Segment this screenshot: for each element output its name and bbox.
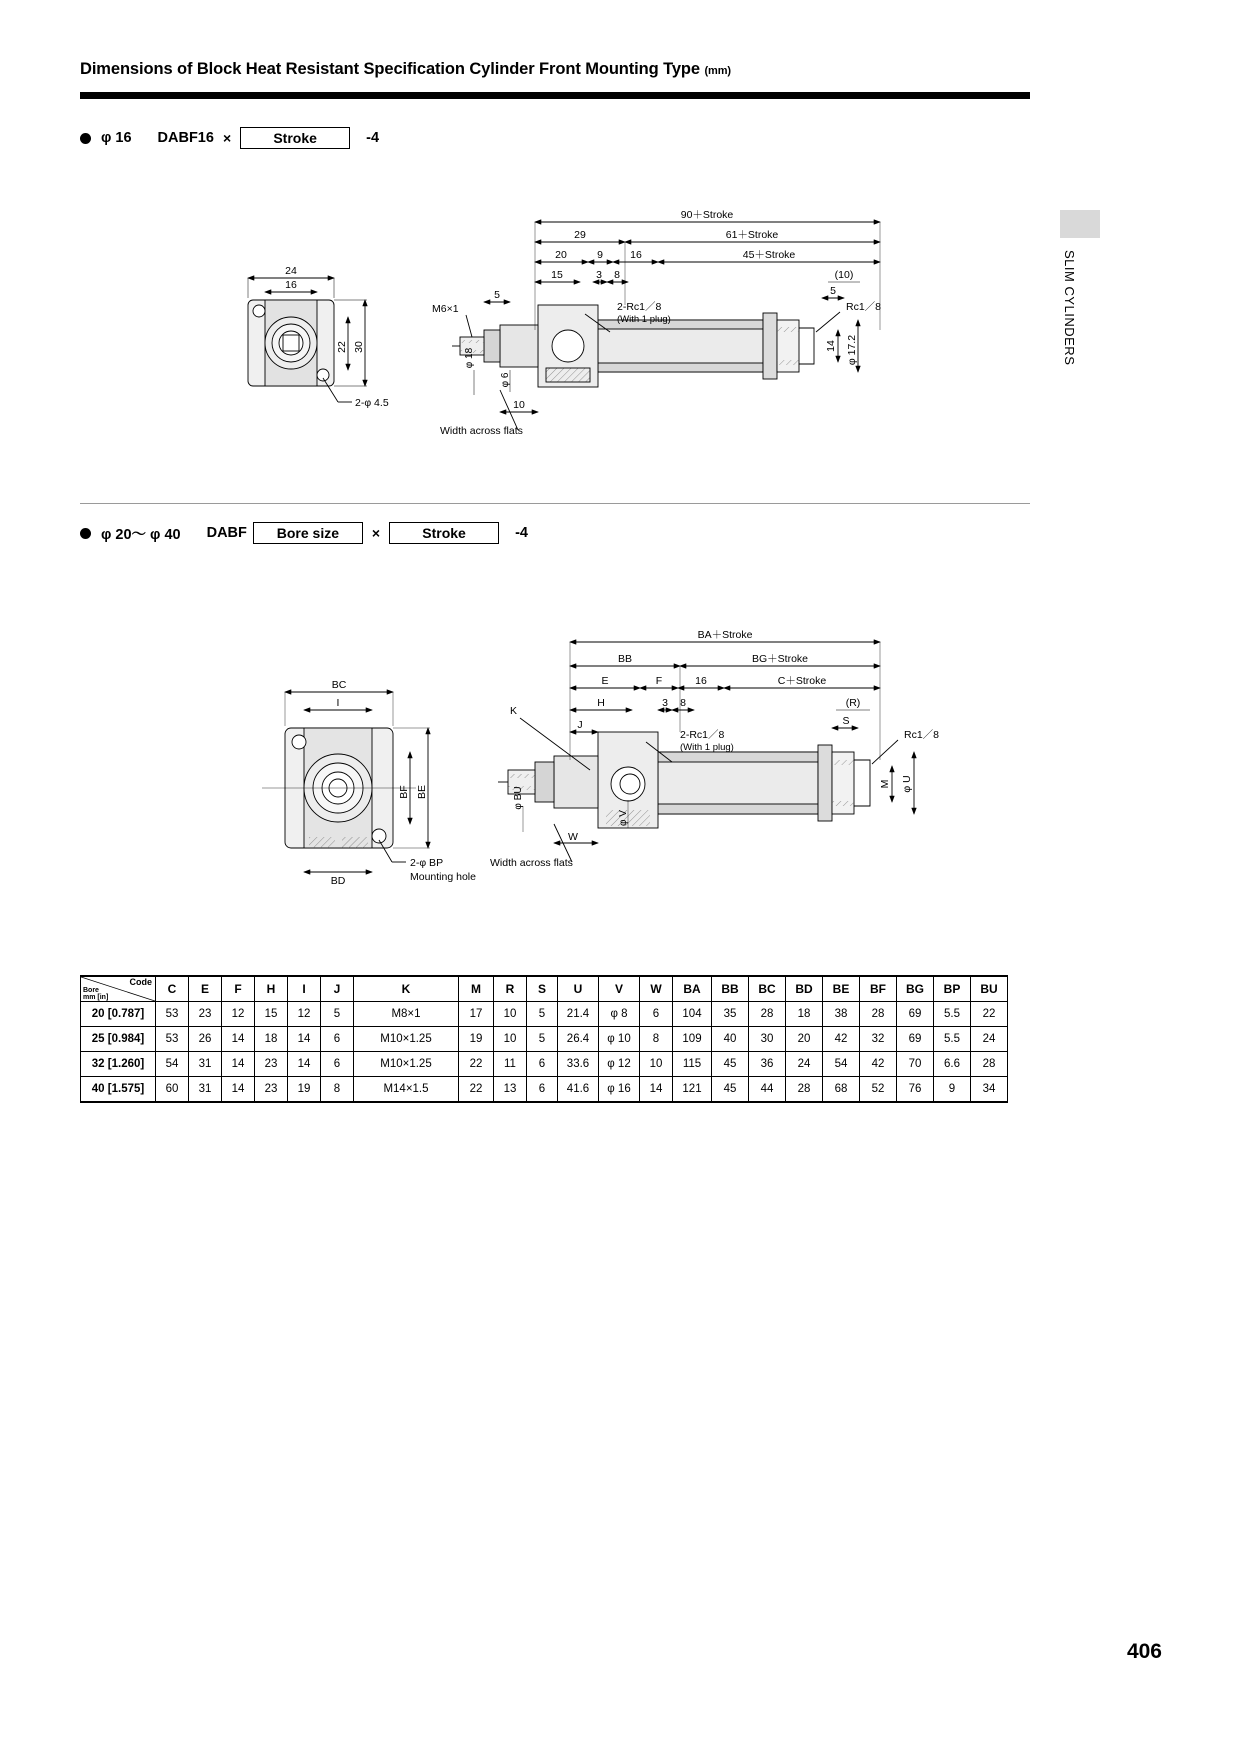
port-right: Rc1／8: [846, 301, 882, 313]
cell-K: M10×1.25: [354, 1027, 459, 1052]
cell-C: 54: [156, 1052, 189, 1077]
col-BA: BA: [673, 976, 712, 1002]
hole-note-mounting: Mounting hole: [410, 871, 476, 883]
cell-S: 5: [527, 1002, 558, 1027]
port-note: 2-Rc1／8: [617, 301, 662, 313]
cell-BP: 5.5: [934, 1002, 971, 1027]
dim-8: 8: [614, 269, 620, 281]
cell-BB: 45: [712, 1052, 749, 1077]
dim-8-s2: 8: [680, 697, 686, 709]
col-R: R: [494, 976, 527, 1002]
dim-16b: 16: [630, 249, 642, 261]
cell-C: 60: [156, 1077, 189, 1103]
col-BD: BD: [786, 976, 823, 1002]
cell-H: 15: [255, 1002, 288, 1027]
row-bore: 20 [0.787]: [81, 1002, 156, 1027]
section2-bore-label: φ 20～ φ 40: [101, 526, 181, 543]
table-row: [81, 1002, 1008, 1027]
dim-3: 3: [596, 269, 602, 281]
section1-drawing: [80, 180, 1030, 460]
col-E: E: [189, 976, 222, 1002]
col-J: J: [321, 976, 354, 1002]
cell-R: 11: [494, 1052, 527, 1077]
cell-BC: 30: [749, 1027, 786, 1052]
cell-J: 8: [321, 1077, 354, 1103]
col-BC: BC: [749, 976, 786, 1002]
cell-BA: 121: [673, 1077, 712, 1103]
dim-14: 14: [825, 340, 837, 352]
corner-label-code: Code: [129, 977, 152, 987]
col-M: M: [459, 976, 494, 1002]
hole-note-bp: 2-φ BP: [410, 857, 444, 869]
col-BE: BE: [823, 976, 860, 1002]
dim-3-s2: 3: [662, 697, 668, 709]
dim-45-stroke: 45＋Stroke: [742, 249, 796, 261]
cell-W: 10: [640, 1052, 673, 1077]
cell-J: 5: [321, 1002, 354, 1027]
col-U: U: [558, 976, 599, 1002]
dim-20: 20: [555, 249, 567, 261]
dim-BA-stroke: BA＋Stroke: [697, 629, 753, 641]
cell-R: 10: [494, 1027, 527, 1052]
col-H: H: [255, 976, 288, 1002]
dim-C-stroke: C＋Stroke: [777, 675, 827, 687]
cell-E: 31: [189, 1077, 222, 1103]
cell-BC: 36: [749, 1052, 786, 1077]
dim-total: 90＋Stroke: [680, 209, 734, 221]
cell-V: φ 16: [599, 1077, 640, 1103]
cell-J: 6: [321, 1052, 354, 1077]
table-row: [81, 1052, 1008, 1077]
cell-BD: 18: [786, 1002, 823, 1027]
col-K: K: [354, 976, 459, 1002]
cell-BP: 6.6: [934, 1052, 971, 1077]
section2-drawing: [80, 600, 1030, 940]
port-right-s2: Rc1／8: [904, 729, 940, 741]
dim-K: K: [510, 705, 518, 717]
cell-BF: 28: [860, 1002, 897, 1027]
cell-M: 19: [459, 1027, 494, 1052]
col-BF: BF: [860, 976, 897, 1002]
cell-W: 6: [640, 1002, 673, 1027]
cell-C: 53: [156, 1002, 189, 1027]
dim-16-s2: 16: [695, 675, 707, 687]
cell-I: 19: [288, 1077, 321, 1103]
dia-18: φ 18: [464, 347, 475, 369]
dim-5-right: 5: [830, 285, 836, 297]
section1-bore-label: φ 16: [101, 130, 132, 146]
hole-note: 2-φ 4.5: [355, 397, 389, 409]
dimension-table: [80, 975, 1008, 1103]
row-bore: 40 [1.575]: [81, 1077, 156, 1103]
cell-BD: 20: [786, 1027, 823, 1052]
row-bore: 32 [1.260]: [81, 1052, 156, 1077]
cell-V: φ 10: [599, 1027, 640, 1052]
cell-F: 14: [222, 1077, 255, 1103]
page-title-text: Dimensions of Block Heat Resistant Specification Cylinder Front Mounting Type: [80, 60, 700, 78]
table-body: [81, 1002, 1008, 1103]
col-BP: BP: [934, 976, 971, 1002]
cell-R: 10: [494, 1002, 527, 1027]
cell-U: 26.4: [558, 1027, 599, 1052]
cell-F: 14: [222, 1027, 255, 1052]
cell-BE: 38: [823, 1002, 860, 1027]
section2-suffix: -4: [515, 525, 528, 541]
port-note-2-s2: (With 1 plug): [680, 742, 734, 753]
cell-BG: 70: [897, 1052, 934, 1077]
cell-S: 6: [527, 1052, 558, 1077]
cell-BB: 45: [712, 1077, 749, 1103]
cell-I: 12: [288, 1002, 321, 1027]
cell-E: 31: [189, 1052, 222, 1077]
multiply-sign: ×: [222, 130, 232, 146]
section2-stroke-box: Stroke: [389, 522, 499, 544]
cell-U: 41.6: [558, 1077, 599, 1103]
dim-30: 30: [353, 341, 365, 353]
cell-H: 23: [255, 1077, 288, 1103]
cell-BU: 34: [971, 1077, 1008, 1103]
dim-10: 10: [513, 399, 525, 411]
dim-24: 24: [285, 265, 297, 277]
cell-BE: 68: [823, 1077, 860, 1103]
bullet-icon-2: [80, 528, 91, 539]
dim-H: H: [597, 697, 605, 709]
dim-BG-stroke: BG＋Stroke: [751, 653, 809, 665]
cell-M: 22: [459, 1052, 494, 1077]
corner-label-bore: Bore mm [in]: [83, 987, 109, 1001]
cell-BG: 69: [897, 1027, 934, 1052]
section1-heading: [80, 127, 379, 149]
side-tab-marker: [1060, 210, 1100, 238]
cell-BP: 9: [934, 1077, 971, 1103]
dim-BE: BE: [416, 784, 428, 800]
cell-S: 6: [527, 1077, 558, 1103]
table-corner-cell: [81, 976, 156, 1002]
col-F: F: [222, 976, 255, 1002]
page-number: 406: [1126, 1640, 1162, 1663]
cell-H: 18: [255, 1027, 288, 1052]
cell-U: 33.6: [558, 1052, 599, 1077]
multiply-sign-2: ×: [371, 525, 381, 541]
cell-M: 22: [459, 1077, 494, 1103]
cell-BB: 35: [712, 1002, 749, 1027]
cell-I: 14: [288, 1052, 321, 1077]
section2-model: DABF: [206, 525, 247, 541]
table-row: [81, 1027, 1008, 1052]
dia-17-2: φ 17.2: [846, 334, 858, 366]
dia-V: φ V: [618, 810, 629, 826]
section1-suffix: -4: [366, 130, 380, 146]
cell-BF: 42: [860, 1052, 897, 1077]
cell-W: 8: [640, 1027, 673, 1052]
cell-K: M8×1: [354, 1002, 459, 1027]
cell-BD: 24: [786, 1052, 823, 1077]
dia-6: φ 6: [500, 372, 511, 388]
col-W: W: [640, 976, 673, 1002]
cell-K: M10×1.25: [354, 1052, 459, 1077]
cell-U: 21.4: [558, 1002, 599, 1027]
section1-model: DABF16: [157, 130, 214, 146]
cell-BU: 24: [971, 1027, 1008, 1052]
dim-BC: BC: [331, 679, 347, 691]
section-divider: [80, 503, 1030, 504]
cell-F: 14: [222, 1052, 255, 1077]
cell-W: 14: [640, 1077, 673, 1103]
page-title-unit: (mm): [704, 65, 731, 77]
cell-BP: 5.5: [934, 1027, 971, 1052]
cell-J: 6: [321, 1027, 354, 1052]
dim-29: 29: [574, 229, 586, 241]
dim-W: W: [568, 831, 578, 843]
col-BU: BU: [971, 976, 1008, 1002]
dia-U: φ U: [901, 775, 913, 793]
cell-S: 5: [527, 1027, 558, 1052]
row-bore: 25 [0.984]: [81, 1027, 156, 1052]
cell-BB: 40: [712, 1027, 749, 1052]
dim-J: J: [577, 719, 583, 731]
page-title: [80, 60, 731, 79]
flats-note: Width across flats: [440, 425, 523, 437]
dim-BB: BB: [617, 653, 633, 665]
dim-BD: BD: [330, 875, 346, 887]
dim-I: I: [336, 697, 340, 709]
cell-BC: 44: [749, 1077, 786, 1103]
thread-M6: M6×1: [432, 303, 459, 315]
table-header-row: [81, 976, 1008, 1002]
bullet-icon: [80, 133, 91, 144]
dim-61-stroke: 61＋Stroke: [725, 229, 779, 241]
dim-16: 16: [285, 279, 297, 291]
cell-K: M14×1.5: [354, 1077, 459, 1103]
flats-note-s2: Width across flats: [490, 857, 573, 869]
cell-BA: 115: [673, 1052, 712, 1077]
dim-BF: BF: [398, 785, 410, 799]
cell-BG: 76: [897, 1077, 934, 1103]
dim-F: F: [655, 675, 663, 687]
section1-stroke-box: Stroke: [240, 127, 350, 149]
section2-bore-box: Bore size: [253, 522, 363, 544]
cell-V: φ 8: [599, 1002, 640, 1027]
title-rule: [80, 92, 1030, 99]
table-row: [81, 1077, 1008, 1103]
dim-R: (R): [845, 697, 861, 709]
dim-S: S: [842, 715, 850, 727]
cell-BC: 28: [749, 1002, 786, 1027]
cell-BA: 109: [673, 1027, 712, 1052]
cell-BE: 54: [823, 1052, 860, 1077]
dim-5-left: 5: [494, 289, 500, 301]
cell-R: 13: [494, 1077, 527, 1103]
col-BG: BG: [897, 976, 934, 1002]
port-note-s2: 2-Rc1／8: [680, 729, 725, 741]
cell-BA: 104: [673, 1002, 712, 1027]
cell-M: 17: [459, 1002, 494, 1027]
cell-BE: 42: [823, 1027, 860, 1052]
cell-BU: 28: [971, 1052, 1008, 1077]
col-V: V: [599, 976, 640, 1002]
port-note-2: (With 1 plug): [617, 314, 671, 325]
col-BB: BB: [712, 976, 749, 1002]
dim-9: 9: [597, 249, 603, 261]
cell-BD: 28: [786, 1077, 823, 1103]
cell-BG: 69: [897, 1002, 934, 1027]
table-head: [81, 976, 1008, 1002]
section2-heading: [80, 522, 528, 544]
cell-C: 53: [156, 1027, 189, 1052]
cell-E: 23: [189, 1002, 222, 1027]
cell-F: 12: [222, 1002, 255, 1027]
dia-BU: φ BU: [513, 786, 524, 810]
cell-BU: 22: [971, 1002, 1008, 1027]
dim-10-paren: (10): [834, 269, 854, 281]
side-tab-label: SLIM CYLINDERS: [1062, 250, 1077, 366]
cell-BF: 32: [860, 1027, 897, 1052]
col-C: C: [156, 976, 189, 1002]
dim-22: 22: [336, 341, 348, 353]
cell-BF: 52: [860, 1077, 897, 1103]
col-I: I: [288, 976, 321, 1002]
col-S: S: [527, 976, 558, 1002]
dim-E: E: [601, 675, 609, 687]
cell-E: 26: [189, 1027, 222, 1052]
dim-15: 15: [551, 269, 563, 281]
cell-I: 14: [288, 1027, 321, 1052]
cell-H: 23: [255, 1052, 288, 1077]
cell-V: φ 12: [599, 1052, 640, 1077]
dim-M: M: [879, 779, 891, 789]
